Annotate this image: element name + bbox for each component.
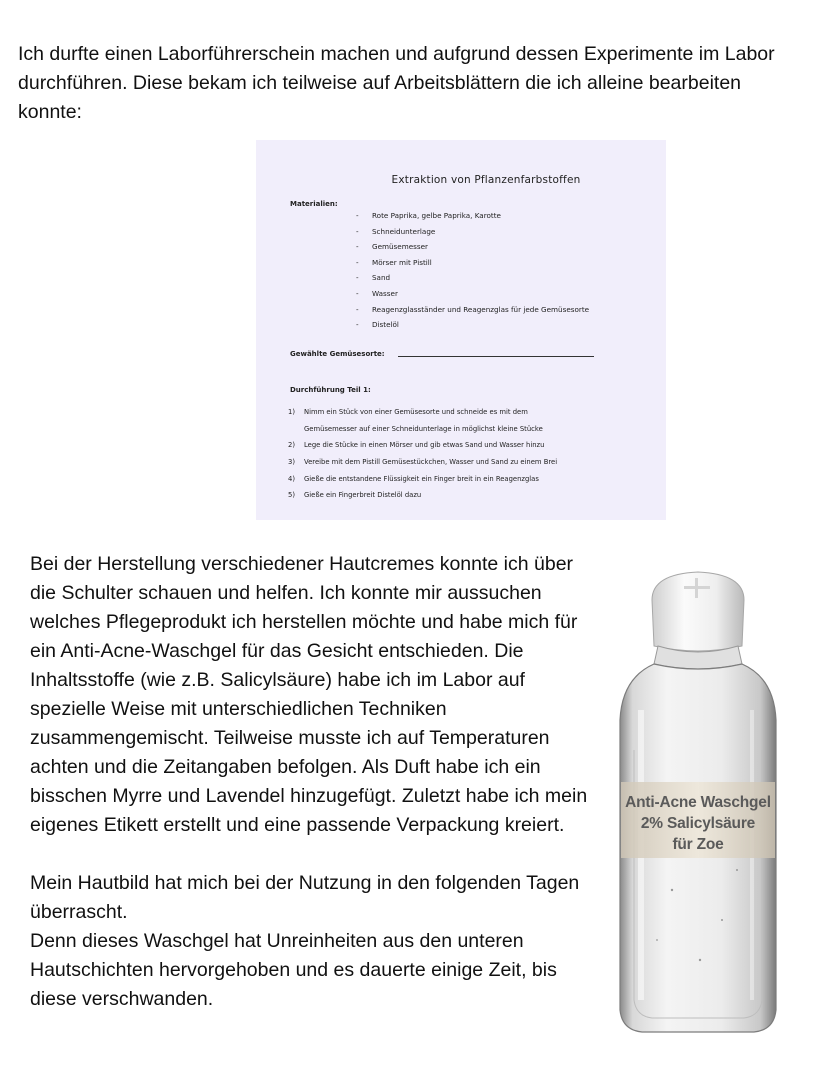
bottle-image — [612, 560, 784, 1038]
list-item: - Mörser mit Pistill — [356, 255, 589, 271]
materials-label: Materialien: — [290, 200, 338, 208]
materials-list — [356, 208, 589, 333]
list-item: 3) Vereibe mit dem Pistill Gemüsestückchen, Wasser und Sand zu einem Brei — [288, 457, 558, 466]
list-item: 1) Nimm ein Stück von einer Gemüsesorte und schneide es mit dem Gemüsemesser auf einer Schneidunterlage in möglichst kleine Stücke — [288, 408, 543, 433]
procedure-label: Durchführung Teil 1: — [290, 386, 371, 394]
list-item: - Schneidunterlage — [356, 224, 589, 240]
paragraph-explanation: Denn dieses Waschgel hat Unreinheiten aus den unteren Hautschichten hervorgehoben und es dauerte einige Zeit, bis diese verschwanden. — [30, 930, 557, 1010]
body-text — [30, 550, 590, 1014]
list-item: - Sand — [356, 270, 589, 286]
list-item: 5) Gieße ein Fingerbreit Distelöl dazu — [288, 491, 422, 500]
intro-paragraph: Ich durfte einen Laborführerschein machen und aufgrund dessen Experimente im Labor durchführen. Diese bekam ich teilweise auf Arbeitsblättern die ich alleine bearbeiten konnte: — [18, 43, 775, 123]
procedure-steps — [288, 408, 638, 508]
list-item: - Distelöl — [356, 317, 589, 333]
chosen-vegetable-blank — [398, 356, 594, 357]
list-item: 2) Lege die Stücke in einen Mörser und gib etwas Sand und Wasser hinzu — [288, 441, 545, 450]
list-item: - Reagenzglasständer und Reagenzglas für jede Gemüsesorte — [356, 302, 589, 318]
list-item: - Rote Paprika, gelbe Paprika, Karotte — [356, 208, 589, 224]
paragraph-skin-result: Mein Hautbild hat mich bei der Nutzung in den folgenden Tagen überrascht. — [30, 872, 580, 923]
paragraph-cream-making: Bei der Herstellung verschiedener Hautcremes konnte ich über die Schulter schauen und helfen. Ich konnte mir aussuchen welches Pflegeprodukt ich herstellen möchte und habe mich für ein Anti-Acne-Waschgel für das Gesicht entschieden. Die Inhaltsstoffe (wie z.B. Salicylsäure) habe ich im Labor auf spezielle Weise mit unterschiedlichen Techniken zusammengemischt. Teilweise musste ich auf Temperaturen achten und die Zeitangaben befolgen. Als Duft habe ich ein bisschen Myrre und Lavendel hinzugefügt. Zuletzt habe ich mein eigenes Etikett erstellt und eine passende Verpackung kreiert. — [30, 553, 588, 836]
worksheet-title: Extraktion von Pflanzenfarbstoffen — [391, 174, 581, 186]
list-item: - Gemüsemesser — [356, 239, 589, 255]
list-item: - Wasser — [356, 286, 589, 302]
worksheet-image — [256, 140, 666, 520]
chosen-vegetable-label: Gewählte Gemüsesorte: — [290, 350, 385, 358]
list-item: 4) Gieße die entstandene Flüssigkeit ein Finger breit in ein Reagenzglas — [288, 474, 539, 483]
bottle-label-text: Anti-Acne Waschgel 2% Salicylsäure für Zoe — [625, 794, 771, 853]
